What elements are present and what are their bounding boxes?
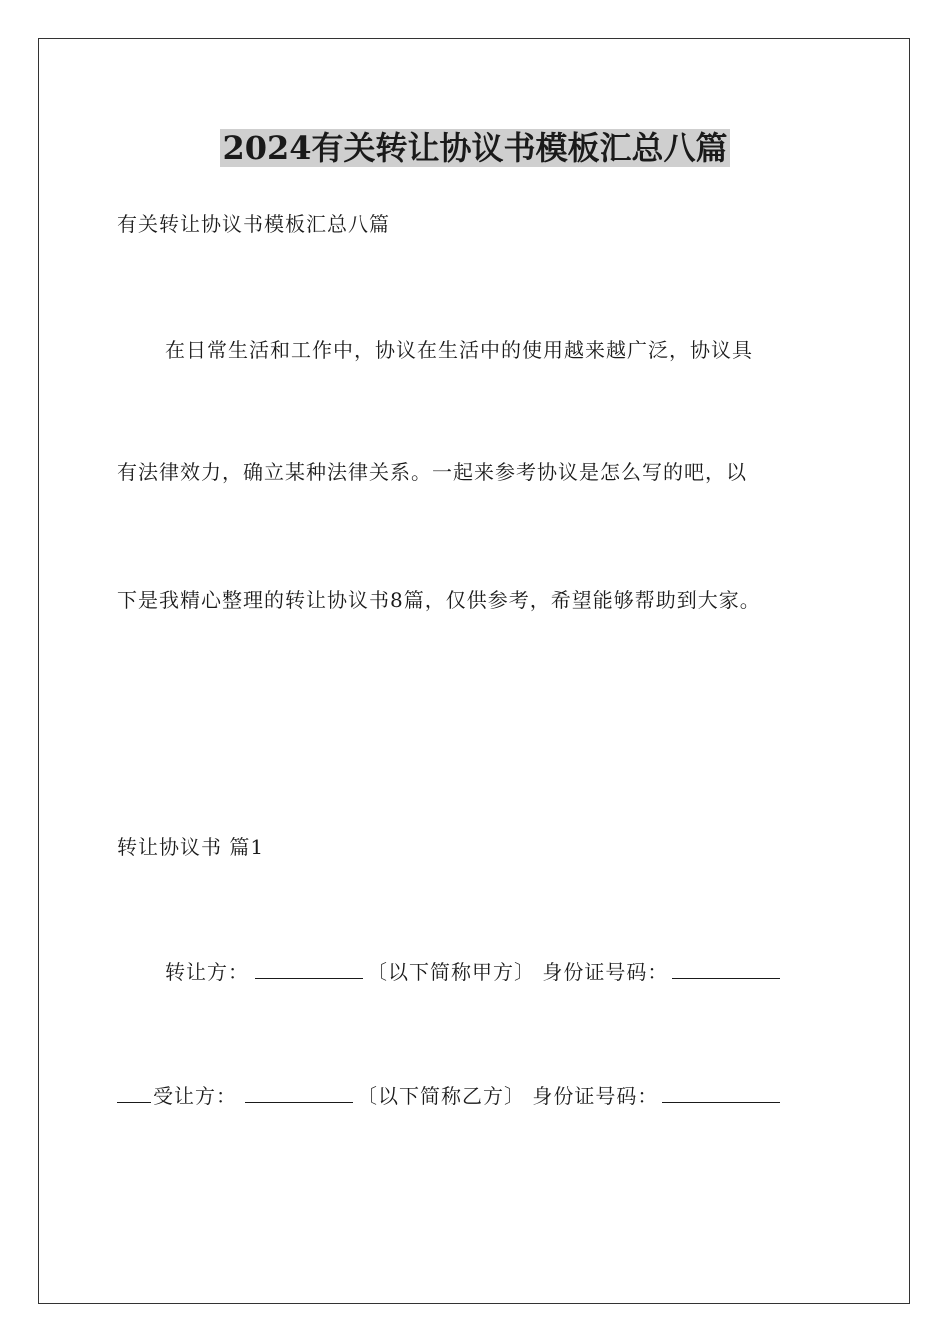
intro-line-3: 下是我精心整理的转让协议书8篇，仅供参考，希望能够帮助到大家。 [117,588,761,612]
transferor-abbrev: 〔以下简称甲方〕 [367,960,535,984]
document-title [0,126,950,170]
intro-line-2: 有法律效力，确立某种法律关系。一起来参考协议是怎么写的吧，以 [117,460,747,484]
transferor-line [165,958,780,986]
intro-line-1: 在日常生活和工作中，协议在生活中的使用越来越广泛，协议具 [165,338,753,362]
transferee-line [117,1082,780,1110]
transferee-id-label: 身份证号码： [532,1084,659,1108]
transferee-label: 受让方： [153,1084,237,1108]
section-heading: 转让协议书 篇1 [117,835,265,859]
transferor-id-blank [672,960,780,979]
transferee-id-blank [662,1084,780,1103]
transferor-id-label: 身份证号码： [542,960,669,984]
document-subtitle: 有关转让协议书模板汇总八篇 [117,212,390,236]
transferee-name-blank [245,1084,353,1103]
transferor-id-blank-continued [117,1084,151,1103]
document-title-text: 2024有关转让协议书模板汇总八篇 [222,129,728,167]
transferee-abbrev: 〔以下简称乙方〕 [357,1084,525,1108]
transferor-label: 转让方： [165,960,249,984]
transferor-name-blank [255,960,363,979]
